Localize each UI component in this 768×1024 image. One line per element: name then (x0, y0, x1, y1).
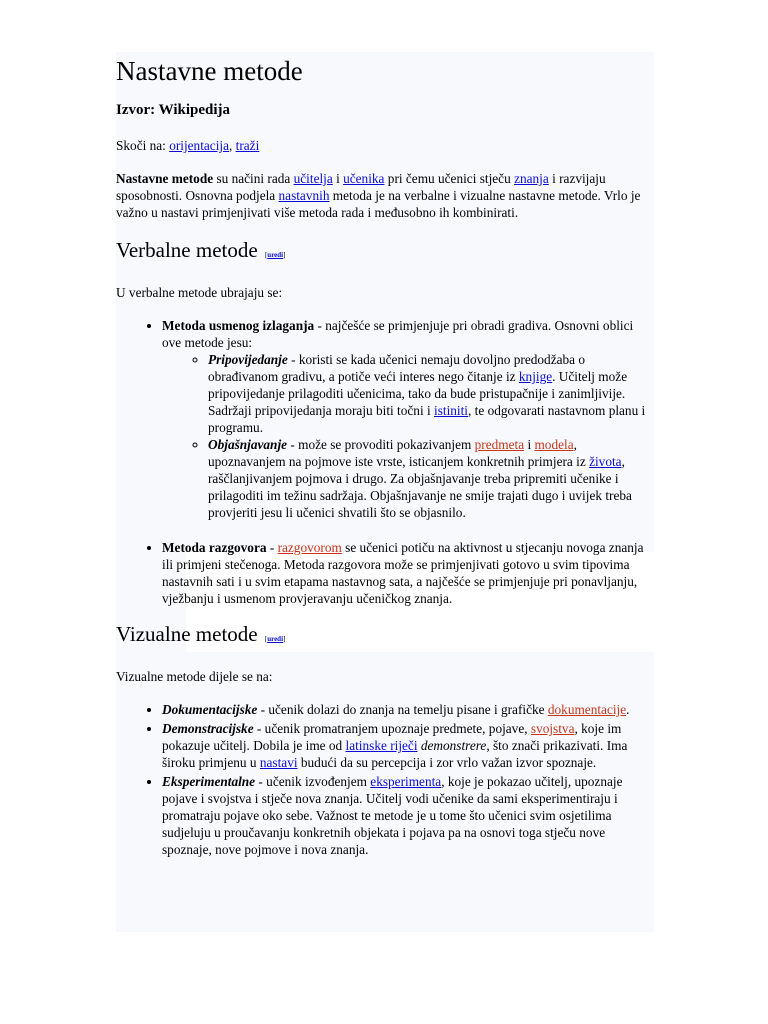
item-text: , koje im pokazuje učitelj. Dobila je ime od (162, 721, 622, 753)
link-zivota[interactable]: života (589, 454, 622, 469)
link-dokumentacije[interactable]: dokumentacije (547, 702, 627, 717)
section-title: Verbalne metode (116, 238, 258, 262)
link-istiniti[interactable]: istiniti (434, 403, 468, 418)
intro-text: i (332, 171, 344, 186)
verbal-sublist (162, 351, 654, 521)
edit-bracket: [uredi] (264, 251, 286, 259)
item-text: , te odgovarati nastavnom planu i programu. (208, 403, 646, 435)
item-text: , upoznavanjem na pojmove iste vrste, isticanjem konkretnih primjera iz (208, 437, 590, 469)
link-orientation[interactable]: orijentacija (169, 138, 229, 153)
item-text: - koristi se kada učenici nemaju dovoljno predodžaba o obrađivanom gradivu, a potiče veći interes nego čitanje iz (208, 352, 586, 384)
link-knjige[interactable]: knjige (518, 369, 553, 384)
intro-text: metoda je na verbalne i vizualne nastavne metode. Vrlo je važno u nastavi primjenjivati više metoda rada i međusobno ih kombinirati. (116, 188, 641, 220)
jump-links (116, 137, 654, 154)
item-text: - može se provoditi pokazivanjem (287, 437, 475, 452)
link-razgovorom[interactable]: razgovorom (277, 540, 342, 555)
link-latinske-rijeci[interactable]: latinske riječi (345, 738, 418, 753)
list-item (162, 701, 654, 718)
intro-text: su načini rada (213, 171, 294, 186)
jump-separator: , (229, 138, 233, 153)
article (116, 52, 654, 872)
link-modela[interactable]: modela (534, 437, 574, 452)
item-term: Dokumentacijske (162, 702, 258, 717)
item-term: Pripovijedanje (208, 352, 288, 367)
list-item (162, 539, 654, 607)
intro-text: i razvijaju sposobnosti. Osnovna podjela (116, 171, 606, 203)
item-text: . Učitelj može pripovijedanje prilagoditi učenicima, tako da bude pristupačnije i zanimljivije. Sadržaji pripovijedanja moraju biti točni i (208, 369, 628, 418)
link-svojstva[interactable]: svojstva (530, 721, 575, 736)
item-text: , raščlanjivanjem pojmova i drugo. Za objašnjavanje treba pripremiti učenike i prilagoditi im težinu sadržaja. Objašnjavanje ne smije trajati dugo i uvijek treba provjeriti jesu li učenici shvatili što se objasnilo. (208, 454, 632, 520)
item-text: i (524, 437, 535, 452)
item-text: se učenici potiču na aktivnost u stjecanju novoga znanja ili primjeni stečenoga. Metoda razgovora može se primjenjivati gotovo u svim tipovima nastavnih sati i u svim etapama nastavnog sata, a najčešće se primjenjuje pri ponavljanju, vježbanju i usmenom provjeravanju učeničkog znanja. (162, 540, 644, 606)
link-predmeta[interactable]: predmeta (474, 437, 525, 452)
list-item (162, 317, 654, 537)
item-text: budući da su percepcija i zor vrlo važan izvor spoznaje. (297, 755, 597, 770)
page-title: Nastavne metode (116, 56, 303, 86)
edit-link-verbal[interactable]: uredi (267, 251, 284, 259)
list-item (162, 720, 654, 771)
intro-text: pri čemu učenici stječu (384, 171, 515, 186)
link-ucitelja[interactable]: učitelja (293, 171, 333, 186)
link-nastavi[interactable]: nastavi (259, 755, 298, 770)
section-heading-visual (116, 621, 654, 652)
item-italic: demonstrere (420, 738, 487, 753)
item-term: Metoda usmenog izlaganja (162, 318, 315, 333)
link-eksperimenta[interactable]: eksperimenta (370, 774, 442, 789)
edit-bracket: [uredi] (264, 635, 286, 643)
visual-lead: Vizualne metode dijele se na: (116, 669, 273, 684)
item-text: - najčešće se primjenjuje pri obradi gradiva. Osnovni oblici ove metode jesu: (162, 318, 634, 350)
item-text: - učenik izvođenjem (255, 774, 371, 789)
link-nastavnih[interactable]: nastavnih (278, 188, 330, 203)
item-term: Eksperimentalne (162, 774, 256, 789)
intro-term: Nastavne metode (116, 171, 214, 186)
jump-label: Skoči na: (116, 138, 166, 153)
verbal-lead: U verbalne metode ubrajaju se: (116, 285, 283, 300)
item-text: , što znači prikazivati. Ima široku primjenu u (162, 738, 628, 770)
source-line: Izvor: Wikipedija (116, 102, 231, 118)
list-item (208, 436, 654, 521)
item-text: , koje je pokazao učitelj, upoznaje pojave i svojstva i stječe nova znanja. Učitelj vodi učenike da sami eksperimentiraju i promatraju pojave oko sebe. Važnost te metode je u tome što učenici svim osjetilima sudjeluju u proučavanju konkretnih objekata i pojava pa na osnovi toga stječu nove spoznaje, nove pojmove i nova znanja. (162, 774, 623, 857)
item-text: - učenik dolazi do znanja na temelju pisane i grafičke (257, 702, 548, 717)
item-term: Objašnjavanje (208, 437, 288, 452)
section-heading-verbal (116, 237, 654, 268)
list-item (208, 351, 654, 436)
item-term: Metoda razgovora (162, 540, 267, 555)
item-text: - učenik promatranjem upoznaje predmete, pojave, (253, 721, 531, 736)
link-ucenika[interactable]: učenika (343, 171, 385, 186)
visual-list (116, 701, 654, 858)
edit-link-visual[interactable]: uredi (267, 635, 284, 643)
list-item (162, 773, 654, 858)
verbal-list (116, 317, 654, 607)
item-text: - (266, 540, 278, 555)
intro-paragraph (116, 170, 654, 221)
spacer (162, 521, 654, 537)
link-znanja[interactable]: znanja (514, 171, 549, 186)
link-search[interactable]: traži (235, 138, 260, 153)
section-title: Vizualne metode (116, 622, 258, 646)
item-text: . (626, 702, 630, 717)
item-term: Demonstracijske (162, 721, 254, 736)
